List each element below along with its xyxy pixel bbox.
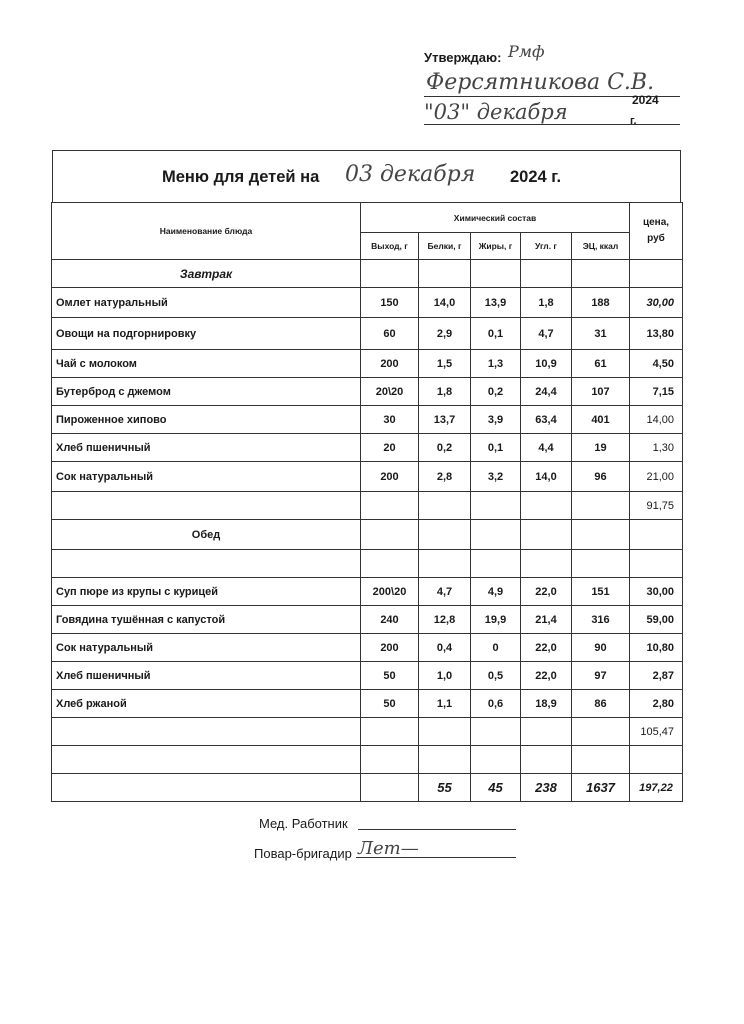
cell-protein: 0,4	[419, 634, 471, 662]
header-yield: Выход, г	[361, 233, 419, 260]
cell-protein: 0,2	[419, 434, 471, 462]
approval-date-line	[424, 124, 680, 125]
med-worker-label: Мед. Работник	[259, 816, 348, 831]
cell-protein: 1,8	[419, 378, 471, 406]
cook-line	[356, 857, 516, 858]
approval-date-handwritten: "03" декабря	[424, 100, 568, 124]
header-row-1	[52, 203, 683, 233]
cell-price: 2,87	[630, 662, 683, 690]
cell-fat: 0,1	[471, 434, 521, 462]
cell-protein: 1,1	[419, 690, 471, 718]
cell-yield: 50	[361, 690, 419, 718]
breakfast-total-price: 91,75	[630, 492, 683, 520]
cell-price: 21,00	[630, 462, 683, 492]
empty-row	[52, 550, 683, 578]
cell-kcal: 401	[572, 406, 630, 434]
lunch-total-row	[52, 718, 683, 746]
cell-carb: 22,0	[521, 578, 572, 606]
total-carb: 238	[521, 774, 572, 802]
dish-name: Говядина тушённая с капустой	[52, 606, 361, 634]
cell-protein: 2,9	[419, 318, 471, 350]
cell-yield: 200\20	[361, 578, 419, 606]
cell-kcal: 19	[572, 434, 630, 462]
total-fat: 45	[471, 774, 521, 802]
menu-title-date-handwritten: 03 декабря	[345, 162, 476, 187]
cell-kcal: 61	[572, 350, 630, 378]
header-kcal: ЭЦ, ккал	[572, 233, 630, 260]
cell-price: 2,80	[630, 690, 683, 718]
cell-carb: 4,7	[521, 318, 572, 350]
dish-name: Суп пюре из крупы с курицей	[52, 578, 361, 606]
cell-kcal: 90	[572, 634, 630, 662]
dish-name: Хлеб пшеничный	[52, 662, 361, 690]
cell-kcal: 96	[572, 462, 630, 492]
cell-carb: 21,4	[521, 606, 572, 634]
cell-fat: 0,5	[471, 662, 521, 690]
header-dish: Наименование блюда	[52, 203, 361, 260]
cell-fat: 19,9	[471, 606, 521, 634]
table-row	[52, 406, 683, 434]
table-row	[52, 288, 683, 318]
header-price: цена, руб	[630, 203, 683, 260]
menu-table	[51, 202, 683, 802]
cook-label: Повар-бригадир	[254, 846, 352, 861]
total-kcal: 1637	[572, 774, 630, 802]
dish-name: Сок натуральный	[52, 462, 361, 492]
cell-carb: 22,0	[521, 662, 572, 690]
dish-name: Овощи на подгорнировку	[52, 318, 361, 350]
cell-fat: 0	[471, 634, 521, 662]
cell-kcal: 151	[572, 578, 630, 606]
grand-total-row	[52, 774, 683, 802]
cook-signature: Лет—	[358, 838, 419, 859]
cell-protein: 1,5	[419, 350, 471, 378]
cell-fat: 0,2	[471, 378, 521, 406]
cell-fat: 1,3	[471, 350, 521, 378]
lunch-total-price: 105,47	[630, 718, 683, 746]
approval-label: Утверждаю:	[424, 50, 502, 65]
cell-carb: 22,0	[521, 634, 572, 662]
dish-name: Пироженное хипово	[52, 406, 361, 434]
cell-protein: 12,8	[419, 606, 471, 634]
cell-kcal: 316	[572, 606, 630, 634]
cell-yield: 200	[361, 462, 419, 492]
cell-yield: 20\20	[361, 378, 419, 406]
dish-name: Бутерброд с джемом	[52, 378, 361, 406]
cell-fat: 4,9	[471, 578, 521, 606]
cell-price: 30,00	[630, 288, 683, 318]
cell-yield: 20	[361, 434, 419, 462]
cell-price: 7,15	[630, 378, 683, 406]
cell-yield: 240	[361, 606, 419, 634]
table-row	[52, 350, 683, 378]
dish-name: Хлеб ржаной	[52, 690, 361, 718]
table-row	[52, 578, 683, 606]
table-row	[52, 690, 683, 718]
cell-yield: 150	[361, 288, 419, 318]
empty-row	[52, 746, 683, 774]
cell-carb: 10,9	[521, 350, 572, 378]
cell-fat: 0,6	[471, 690, 521, 718]
cell-yield: 200	[361, 350, 419, 378]
table-row	[52, 378, 683, 406]
med-worker-line	[358, 829, 516, 830]
cell-protein: 1,0	[419, 662, 471, 690]
dish-name: Хлеб пшеничный	[52, 434, 361, 462]
cell-carb: 1,8	[521, 288, 572, 318]
dish-name: Чай с молоком	[52, 350, 361, 378]
cell-kcal: 31	[572, 318, 630, 350]
section-row-lunch	[52, 520, 683, 550]
header-protein: Белки, г	[419, 233, 471, 260]
cell-protein: 2,8	[419, 462, 471, 492]
section-row-breakfast	[52, 260, 683, 288]
table-row	[52, 662, 683, 690]
section-lunch: Обед	[52, 520, 361, 550]
cell-carb: 4,4	[521, 434, 572, 462]
cell-yield: 30	[361, 406, 419, 434]
cell-price: 59,00	[630, 606, 683, 634]
cell-carb: 24,4	[521, 378, 572, 406]
header-carb: Угл. г	[521, 233, 572, 260]
menu-title-year: 2024 г.	[510, 168, 562, 186]
total-price: 197,22	[630, 774, 683, 802]
cell-kcal: 86	[572, 690, 630, 718]
section-breakfast: Завтрак	[52, 260, 361, 288]
dish-name: Сок натуральный	[52, 634, 361, 662]
table-row	[52, 318, 683, 350]
cell-carb: 18,9	[521, 690, 572, 718]
cell-price: 30,00	[630, 578, 683, 606]
approval-signature: Рмф	[508, 42, 545, 61]
cell-price: 10,80	[630, 634, 683, 662]
approval-year: 2024	[632, 93, 659, 107]
cell-carb: 63,4	[521, 406, 572, 434]
cell-carb: 14,0	[521, 462, 572, 492]
cell-protein: 4,7	[419, 578, 471, 606]
cell-price: 13,80	[630, 318, 683, 350]
header-chem: Химический состав	[361, 203, 630, 233]
cell-fat: 3,2	[471, 462, 521, 492]
cell-yield: 200	[361, 634, 419, 662]
cell-fat: 0,1	[471, 318, 521, 350]
cell-kcal: 97	[572, 662, 630, 690]
cell-price: 14,00	[630, 406, 683, 434]
approver-name-handwritten: Ферсятникова С.В.	[426, 70, 655, 95]
table-row	[52, 434, 683, 462]
header-fat: Жиры, г	[471, 233, 521, 260]
cell-protein: 13,7	[419, 406, 471, 434]
cell-price: 1,30	[630, 434, 683, 462]
cell-kcal: 188	[572, 288, 630, 318]
table-row	[52, 462, 683, 492]
table-row	[52, 634, 683, 662]
menu-title: Меню для детей на	[162, 168, 320, 186]
approval-year-suffix: г.	[630, 115, 637, 127]
total-protein: 55	[419, 774, 471, 802]
breakfast-total-row	[52, 492, 683, 520]
cell-fat: 3,9	[471, 406, 521, 434]
cell-fat: 13,9	[471, 288, 521, 318]
table-row	[52, 606, 683, 634]
cell-protein: 14,0	[419, 288, 471, 318]
cell-price: 4,50	[630, 350, 683, 378]
dish-name: Омлет натуральный	[52, 288, 361, 318]
cell-kcal: 107	[572, 378, 630, 406]
cell-yield: 50	[361, 662, 419, 690]
cell-yield: 60	[361, 318, 419, 350]
